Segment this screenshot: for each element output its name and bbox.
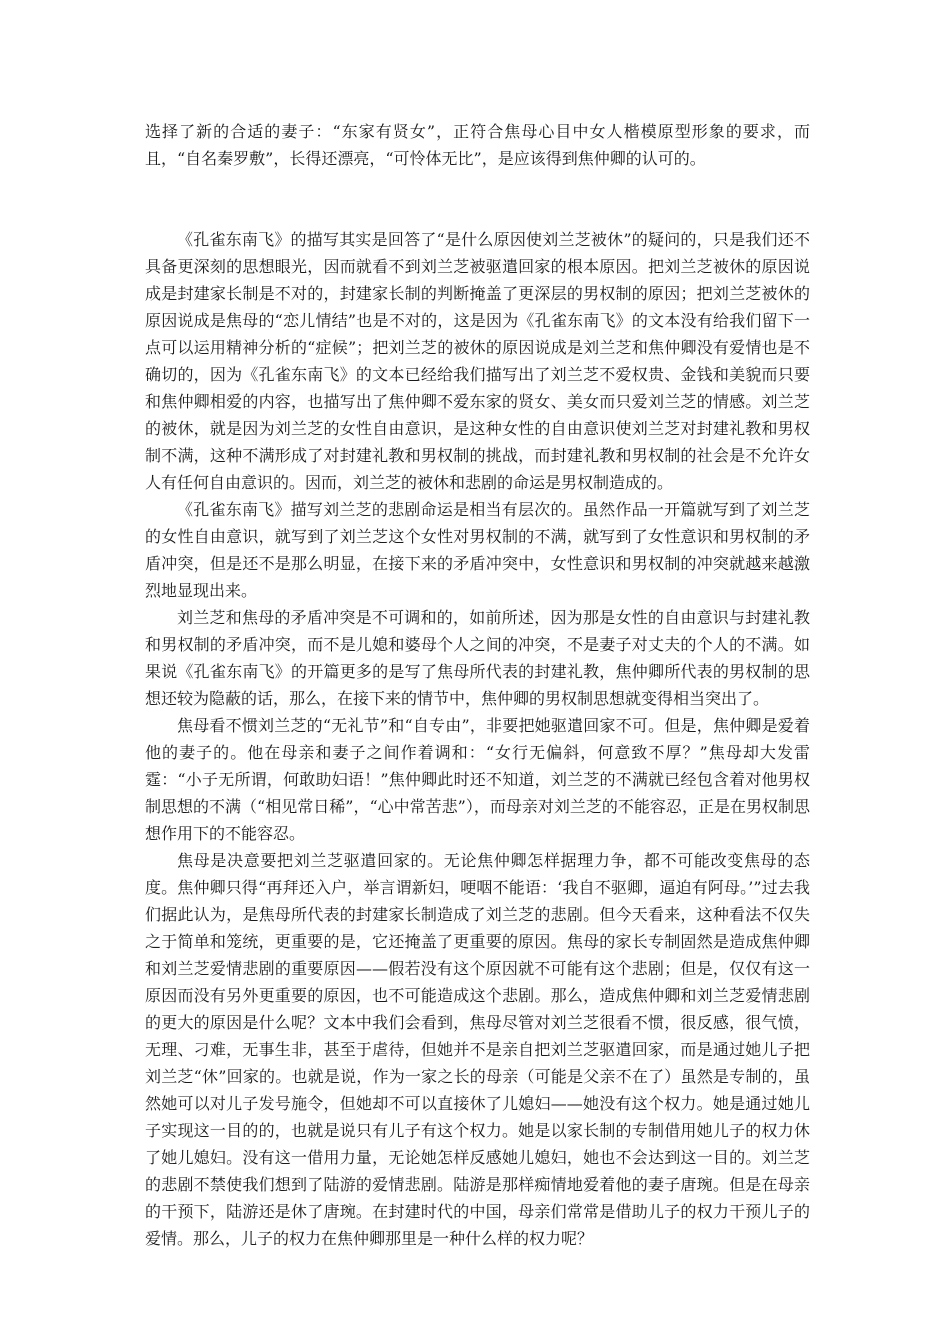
paragraph-body-1: 《孔雀东南飞》的描写其实是回答了“是什么原因使刘兰芝被休”的疑问的，只是我们还不具备更深刻的思想眼光，因而就看不到刘兰芝被驱遣回家的根本原因。把刘兰芝被休的原因说成是封建家长制是不对的，封建家长制的判断掩盖了更深层的男权制的原因；把刘兰芝被休的原因说成是焦母的“恋儿情结”也是不对的，这是因为《孔雀东南飞》的文本没有给我们留下一点可以运用精神分析的“症候”；把刘兰芝的被休的原因说成是刘兰芝和焦仲卿没有爱情也是不确切的，因为《孔雀东南飞》的文本已经给我们描写出了刘兰芝不爱权贵、金钱和美貌而只要和焦仲卿相爱的内容，也描写出了焦仲卿不爱东家的贤女、美女而只爱刘兰芝的情感。刘兰芝的被休，就是因为刘兰芝的女性自由意识，是这种女性的自由意识使刘兰芝对封建礼教和男权制不满，这种不满形成了对封建礼教和男权制的挑战，而封建礼教和男权制的社会是不允许女人有任何自由意识的。因而，刘兰芝的被休和悲剧的命运是男权制造成的。 (145, 230, 810, 492)
paragraph-body-2: 《孔雀东南飞》描写刘兰芝的悲剧命运是相当有层次的。虽然作品一开篇就写到了刘兰芝的女性自由意识，就写到了刘兰芝这个女性对男权制的不满，就写到了女性意识和男权制的矛盾冲突，但是还不是那么明显，在接下来的矛盾冲突中，女性意识和男权制的冲突就越来越激烈地显现出来。 (145, 500, 810, 600)
paragraph-body-3: 刘兰芝和焦母的矛盾冲突是不可调和的，如前所述，因为那是女性的自由意识与封建礼教和男权制的矛盾冲突，而不是儿媳和婆母个人之间的冲突，不是妻子对丈夫的个人的不满。如果说《孔雀东南飞》的开篇更多的是写了焦母所代表的封建礼教，焦仲卿所代表的男权制的思想还较为隐蔽的话，那么，在接下来的情节中，焦仲卿的男权制思想就变得相当突出了。 (145, 608, 810, 708)
paragraph-body-4: 焦母看不惯刘兰芝的“无礼节”和“自专由”，非要把她驱遣回家不可。但是，焦仲卿是爱着他的妻子的。他在母亲和妻子之间作着调和：“女行无偏斜，何意致不厚？”焦母却大发雷霆：“小子无所谓，何敢助妇语！”焦仲卿此时还不知道，刘兰芝的不满就已经包含着对他男权制思想的不满（“相见常日稀”，“心中常苦悲”），而母亲对刘兰芝的不能容忍，正是在男权制思想作用下的不能容忍。 (145, 716, 810, 843)
paragraph-intro: 选择了新的合适的妻子：“东家有贤女”，正符合焦母心目中女人楷模原型形象的要求，而且，“自名秦罗敷”，长得还漂亮，“可怜体无比”，是应该得到焦仲卿的认可的。 (145, 122, 810, 168)
paragraph-body-5: 焦母是决意要把刘兰芝驱遣回家的。无论焦仲卿怎样据理力争，都不可能改变焦母的态度。焦仲卿只得“再拜还入户，举言谓新妇，哽咽不能语：‘我自不驱卿，逼迫有阿母。’”过去我们据此认为，是焦母所代表的封建家长制造成了刘兰芝的悲剧。但今天看来，这种看法不仅失之于简单和笼统，更重要的是，它还掩盖了更重要的原因。焦母的家长专制固然是造成焦仲卿和刘兰芝爱情悲剧的重要原因——假若没有这个原因就不可能有这个悲剧；但是，仅仅有这一原因而没有另外更重要的原因，也不可能造成这个悲剧。那么，造成焦仲卿和刘兰芝爱情悲剧的更大的原因是什么呢？文本中我们会看到，焦母尽管对刘兰芝很看不惯，很反感，很气愤，无理、刁难，无事生非，甚至于虐待，但她并不是亲自把刘兰芝驱遣回家，而是通过她儿子把刘兰芝“休”回家的。也就是说，作为一家之长的母亲（可能是父亲不在了）虽然是专制的，虽然她可以对儿子发号施令，但她却不可以直接休了儿媳妇——她没有这个权力。她是通过她儿子实现这一目的的，也就是说只有儿子有这个权力。她是以家长制的专制借用她儿子的权力休了她儿媳妇。没有这一借用力量，无论她怎样反感她儿媳妇，她也不会达到这一目的。刘兰芝的悲剧不禁使我们想到了陆游的爱情悲剧。陆游是那样痴情地爱着他的妻子唐琬。但是在母亲的干预下，陆游还是休了唐琬。在封建时代的中国，母亲们常常是借助儿子的权力干预儿子的爱情。那么，儿子的权力在焦仲卿那里是一种什么样的权力呢？ (145, 851, 810, 1248)
